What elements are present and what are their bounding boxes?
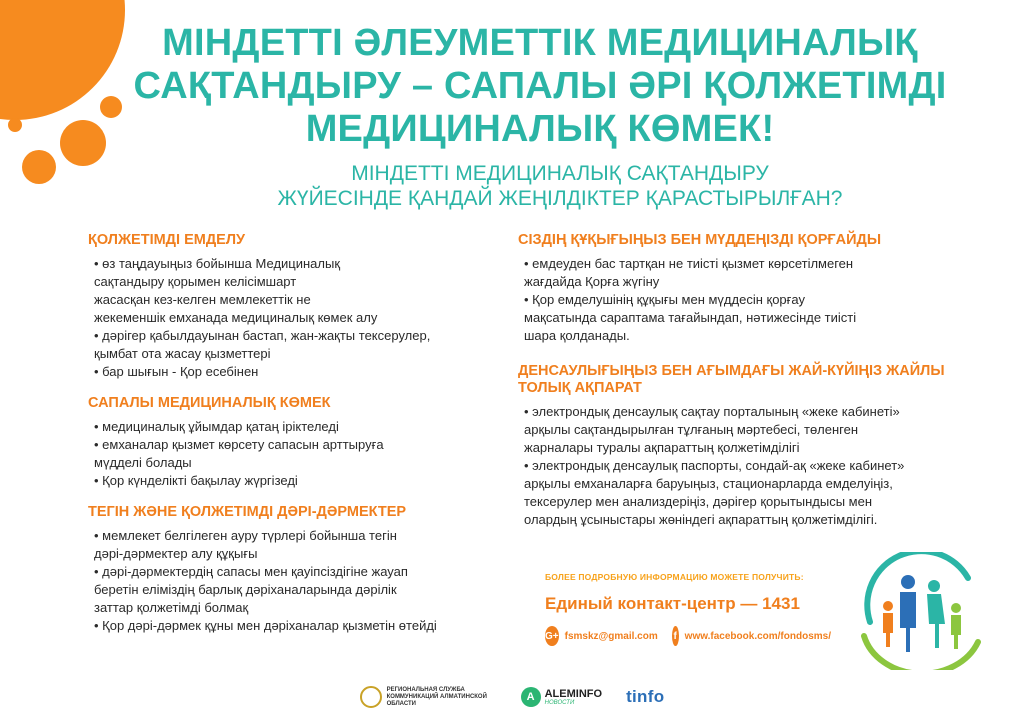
section-title: САПАЛЫ МЕДИЦИНАЛЫҚ КӨМЕК [88,395,331,411]
right-column [518,232,968,543]
list-item: мүдделі болады [94,455,192,470]
footer-logos [0,682,1024,712]
google-plus-icon: G+ [545,626,559,646]
contact-center-phone[interactable]: Единый контакт-центр — 1431 [545,594,800,613]
tinfo-logo: tinfo [626,687,665,706]
page-title: МІНДЕТТІ ӘЛЕУМЕТТІК МЕДИЦИНАЛЫҚ САҚТАНДЫРУ – САПАЛЫ ӘРІ ҚОЛЖЕТІМДІ МЕДИЦИНАЛЫҚ КӨМЕК! [133,22,947,150]
list-item: • электрондық денсаулық паспорты, сондай-ақ «жеке кабинет» [524,458,905,473]
list-item: мақсатында сараптама тағайындап, нәтижесінде тиісті [524,310,857,325]
section-title: ДЕНСАУЛЫҒЫҢЫЗ БЕН АҒЫМДАҒЫ ЖАЙ-КҮЙІҢІЗ ЖАЙЛЫ ТОЛЫҚ АҚПАРАТ [518,363,945,396]
list-item: шара қолданады. [524,328,630,343]
header [110,22,970,211]
list-item: • Қор дәрі-дәрмек құны мен дәріханалар қызметін өтейді [94,618,437,633]
list-item: • емдеуден бас тартқан не тиісті қызмет көрсетілмеген [524,256,854,271]
list-item: жасасқан кез-келген мемлекеттік не [94,292,311,307]
contact-block [545,572,845,646]
orange-dot-decoration [22,150,56,184]
list-item: • емханалар қызмет көрсету сапасын арттыруға [94,437,384,452]
list-item: тексерулер мен анализдеріңіз, дәрігер қорытындысы мен [524,494,873,509]
list-item: • дәрігер қабылдауынан бастап, жан-жақты тексерулер, [94,328,431,343]
list-item: • Қор күнделікті бақылау жүргізеді [94,473,298,488]
orange-dot-decoration [60,120,106,166]
list-item: беретін еліміздің барлық дәріханаларында дәрілік [94,582,397,597]
list-item: олардың ұсыныстары жөніндегі ақпараттың қолжетімділігі. [524,512,878,527]
section-health-information [518,363,968,529]
list-item: • мемлекет белгілеген ауру түрлері бойынша тегін [94,528,397,543]
left-column [88,232,508,649]
emblem-icon [360,686,382,708]
list-item: заттар қолжетімді болмақ [94,600,249,615]
section-title: ҚОЛЖЕТІМДІ ЕМДЕЛУ [88,232,246,248]
list-item: жағдайда Қорға жүгіну [524,274,660,289]
list-item: арқылы емханаларға баруыңыз, стационарларда емделуіңіз, [524,476,893,491]
facebook-icon: f [672,626,679,646]
facebook-link[interactable]: www.facebook.com/fondosms/ [684,630,831,642]
family-logo-icon [858,552,990,670]
list-item: дәрі-дәрмектер алу құқығы [94,546,258,561]
section-free-medicines [88,504,508,635]
page-subtitle: МІНДЕТТІ МЕДИЦИНАЛЫҚ САҚТАНДЫРУ ЖҮЙЕСІНДЕ ҚАНДАЙ ЖЕҢІЛДІКТЕР ҚАРАСТЫРЫЛҒАН? [277,162,843,210]
contact-note: БОЛЕЕ ПОДРОБНУЮ ИНФОРМАЦИЮ МОЖЕТЕ ПОЛУЧИТЬ: [545,572,804,582]
list-item: • өз таңдауыңыз бойынша Медициналық [94,256,341,271]
list-item: жарналары туралы ақпараттың қолжетімділігі [524,440,800,455]
email-link[interactable]: fsmskz@gmail.com [564,630,658,642]
section-accessible-treatment [88,232,508,381]
list-item: • дәрі-дәрмектердің сапасы мен қауіпсіздігіне жауап [94,564,408,579]
regional-service-logo: РЕГИОНАЛЬНАЯ СЛУЖБА КОММУНИКАЦИЙ АЛМАТИНСКОЙ ОБЛАСТИ [360,686,497,708]
list-item: • Қор емделушінің құқығы мен мүддесін қорғау [524,292,805,307]
section-rights-protection [518,232,968,345]
section-title: СІЗДІҢ ҚҰҚЫҒЫҢЫЗ БЕН МҮДДЕҢІЗДІ ҚОРҒАЙДЫ [518,232,882,248]
list-item: сақтандыру қорымен келісімшарт [94,274,297,289]
orange-dot-decoration [8,118,22,132]
list-item: қымбат ота жасау қызметтері [94,346,271,361]
social-row [545,626,845,646]
aleminfo-logo: A ALEMINFO НОВОСТИ [521,687,602,707]
aleminfo-icon: A [521,687,541,707]
list-item: • медициналық ұйымдар қатаң іріктеледі [94,419,339,434]
section-title: ТЕГІН ЖӘНЕ ҚОЛЖЕТІМДІ ДӘРІ-ДӘРМЕКТЕР [88,504,407,520]
list-item: • электрондық денсаулық сақтау порталының «жеке кабинеті» [524,404,900,419]
section-quality-care [88,395,508,490]
list-item: арқылы сақтандырылған тұлғаның мәртебесі, төленген [524,422,859,437]
list-item: • бар шығын - Қор есебінен [94,364,259,379]
list-item: жекеменшік емханада медициналық көмек алу [94,310,378,325]
